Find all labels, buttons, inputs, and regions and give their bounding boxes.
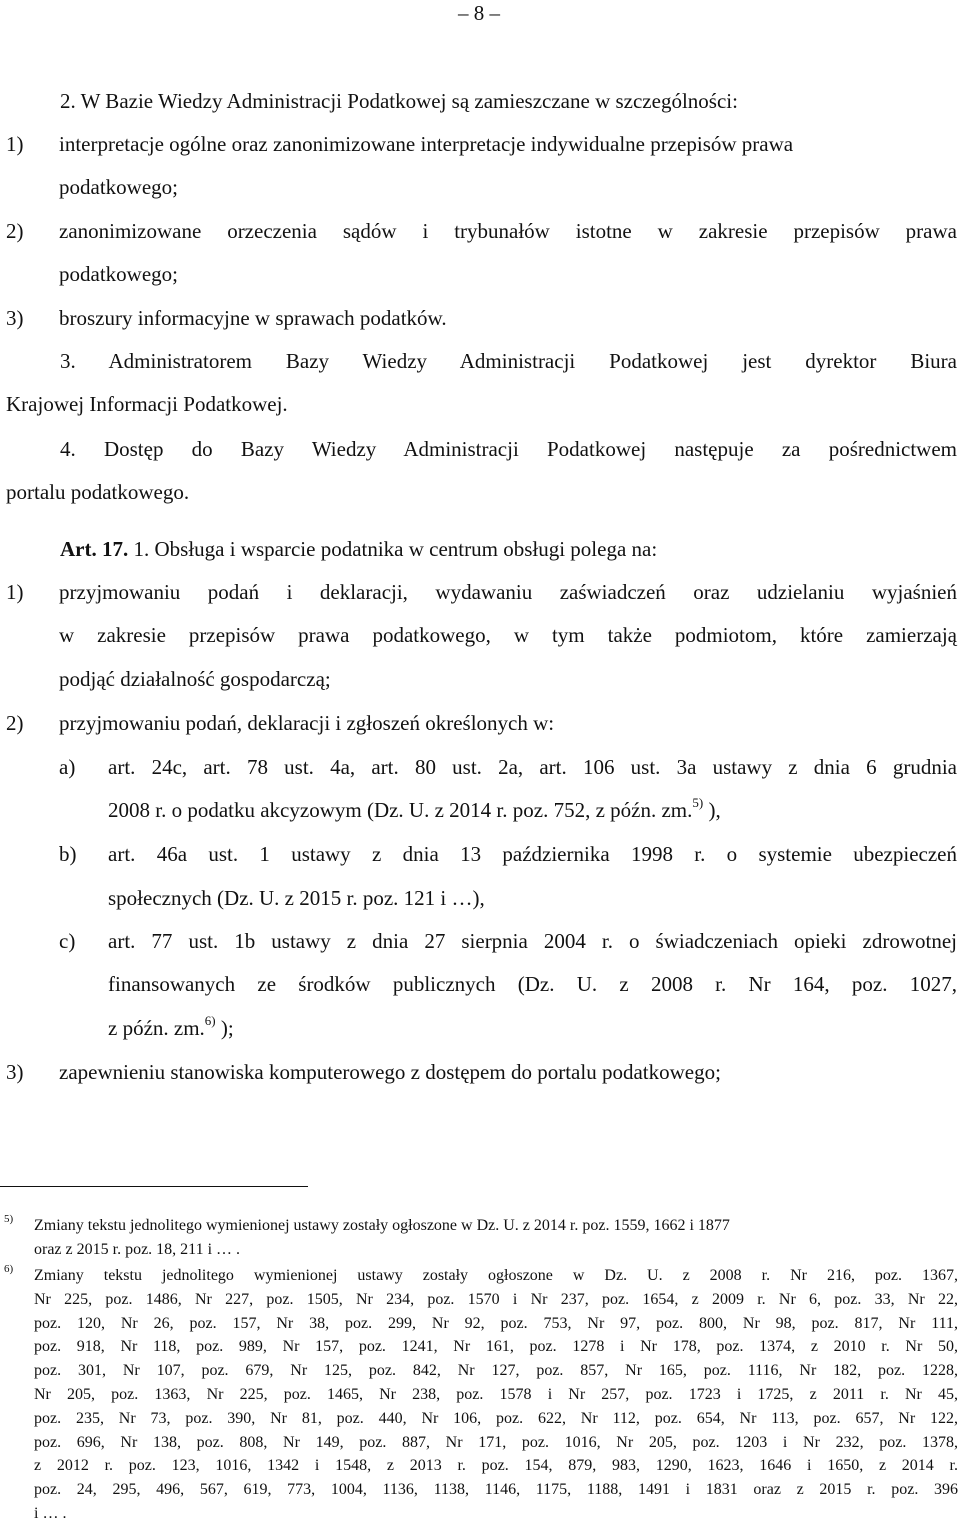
footnote-5-line1: Zmiany tekstu jednolitego wymienionej ustawy zostały ogłoszone w Dz. U. z 2014 r. poz. 1559, 1662 i 1877 bbox=[34, 1217, 730, 1234]
art17-b-line1: art. 46a ust. 1 ustawy z dnia 13 października 1998 r. o systemie ubezpieczeń bbox=[108, 842, 957, 866]
section2-item2-line1: zanonimizowane orzeczenia sądów i trybunałów istotne w zakresie przepisów prawa bbox=[59, 219, 957, 243]
footnote-6-line: poz. 24, 295, 496, 567, 619, 773, 1004, 1136, 1138, 1146, 1175, 1188, 1491 i 1831 oraz z 2015 r. poz. 396 bbox=[34, 1481, 958, 1499]
list-number: 1) bbox=[6, 580, 24, 604]
footnote-ref[interactable]: 6) bbox=[204, 1013, 216, 1028]
footnote-6-line: poz. 120, Nr 26, poz. 157, Nr 38, poz. 299, Nr 92, poz. 753, Nr 97, poz. 800, Nr 98, poz. 817, Nr 111, bbox=[34, 1314, 958, 1332]
footnote-6-line: poz. 918, Nr 118, poz. 989, Nr 157, poz. 1241, Nr 161, poz. 1278 i Nr 178, poz. 1374, z 2010 r. Nr 50, bbox=[34, 1338, 958, 1356]
footnote-6-line: Nr 225, poz. 1486, Nr 227, poz. 1505, Nr 234, poz. 1570 i Nr 237, poz. 1654, z 2009 r. Nr 6, poz. 33, Nr 22, bbox=[34, 1290, 958, 1308]
art17-intro-line bbox=[60, 536, 657, 562]
footnote-mark: 6) bbox=[4, 1263, 14, 1275]
section3-line2: Krajowej Informacji Podatkowej. bbox=[6, 392, 288, 416]
page-number: – 8 – bbox=[458, 1, 500, 25]
art17-item1-line1: przyjmowaniu podań i deklaracji, wydawaniu zaświadczeń oraz udzielaniu wyjaśnień bbox=[59, 580, 957, 604]
footnote-6-line: i … . bbox=[34, 1505, 67, 1522]
art17-intro: 1. Obsługa i wsparcie podatnika w centrum obsługi polega na: bbox=[128, 537, 658, 561]
footnote-6-line: z 2012 r. poz. 123, 1016, 1342 i 1548, z 2013 r. poz. 154, 879, 983, 1290, 1623, 1646 i 1650, z 2014 r. bbox=[34, 1457, 958, 1475]
section4-line1: 4. Dostęp do Bazy Wiedzy Administracji Podatkowej następuje za pośrednictwem bbox=[60, 437, 957, 461]
list-letter: b) bbox=[59, 842, 77, 866]
art17-a-line2: 2008 r. o podatku akcyzowym (Dz. U. z 2014 r. poz. 752, z późn. zm.$^{5)}$ ), bbox=[108, 795, 721, 822]
art17-item3-line1: zapewnieniu stanowiska komputerowego z dostępem do portalu podatkowego; bbox=[59, 1060, 721, 1084]
footnote-5-line2: oraz z 2015 r. poz. 18, 211 i … . bbox=[34, 1241, 241, 1258]
art17-c-line3: z późn. zm.$^{6)}$ ); bbox=[108, 1013, 234, 1040]
section4-line2: portalu podatkowego. bbox=[6, 480, 190, 504]
article-heading: Art. 17. bbox=[60, 537, 129, 561]
list-number: 1) bbox=[6, 132, 24, 156]
list-number: 3) bbox=[6, 306, 24, 330]
footnote-6-line: Nr 205, poz. 1363, Nr 225, poz. 1465, Nr 238, poz. 1578 i Nr 257, poz. 1723 i 1725, z 2011 r. Nr 45, bbox=[34, 1386, 958, 1403]
section2-item1-line2: podatkowego; bbox=[59, 175, 178, 199]
list-letter: c) bbox=[59, 929, 76, 953]
footnote-separator bbox=[0, 1186, 308, 1187]
list-number: 2) bbox=[6, 711, 24, 735]
section2-intro: 2. W Bazie Wiedzy Administracji Podatkowej są zamieszczane w szczególności: bbox=[60, 89, 738, 113]
section2-item2-line2: podatkowego; bbox=[59, 262, 178, 286]
list-number: 3) bbox=[6, 1060, 24, 1084]
section2-item1-line1: interpretacje ogólne oraz zanonimizowane interpretacje indywidualne przepisów prawa bbox=[59, 132, 794, 156]
art17-a-line1: art. 24c, art. 78 ust. 4a, art. 80 ust. 2a, art. 106 ust. 3a ustawy z dnia 6 grudnia bbox=[108, 755, 957, 779]
art17-item2-line1: przyjmowaniu podań, deklaracji i zgłoszeń określonych w: bbox=[59, 711, 555, 735]
section2-item3-line1: broszury informacyjne w sprawach podatków. bbox=[59, 306, 447, 330]
list-letter: a) bbox=[59, 755, 76, 779]
footnote-6-line: Zmiany tekstu jednolitego wymienionej ustawy zostały ogłoszone w Dz. U. z 2008 r. Nr 216, poz. 1367, bbox=[34, 1267, 958, 1284]
footnote-6-line: poz. 301, Nr 107, poz. 679, Nr 125, poz. 842, Nr 127, poz. 857, Nr 165, poz. 1116, Nr 182, poz. 1228, bbox=[34, 1362, 958, 1380]
list-number: 2) bbox=[6, 219, 24, 243]
art17-c-line1: art. 77 ust. 1b ustawy z dnia 27 sierpnia 2004 r. o świadczeniach opieki zdrowotnej bbox=[108, 929, 957, 953]
art17-b-line2: społecznych (Dz. U. z 2015 r. poz. 121 i …), bbox=[108, 886, 485, 910]
footnote-mark: 5) bbox=[4, 1213, 14, 1225]
art17-item1-line2: w zakresie przepisów prawa podatkowego, w tym także podmiotom, które zamierzają bbox=[59, 623, 957, 647]
art17-c-line2: finansowanych ze środków publicznych (Dz. U. z 2008 r. Nr 164, poz. 1027, bbox=[108, 972, 957, 996]
footnote-6-line: poz. 235, Nr 73, poz. 390, Nr 81, poz. 440, Nr 106, poz. 622, Nr 112, poz. 654, Nr 113, poz. 657, Nr 122, bbox=[34, 1409, 958, 1427]
footnote-6-line: poz. 696, Nr 138, poz. 808, Nr 149, poz. 887, Nr 171, poz. 1016, Nr 205, poz. 1203 i Nr 232, poz. 1378, bbox=[34, 1433, 958, 1451]
art17-item1-line3: podjąć działalność gospodarczą; bbox=[59, 667, 331, 691]
section3-line1: 3. Administratorem Bazy Wiedzy Administracji Podatkowej jest dyrektor Biura bbox=[60, 349, 957, 373]
footnote-ref[interactable]: 5) bbox=[692, 795, 704, 810]
